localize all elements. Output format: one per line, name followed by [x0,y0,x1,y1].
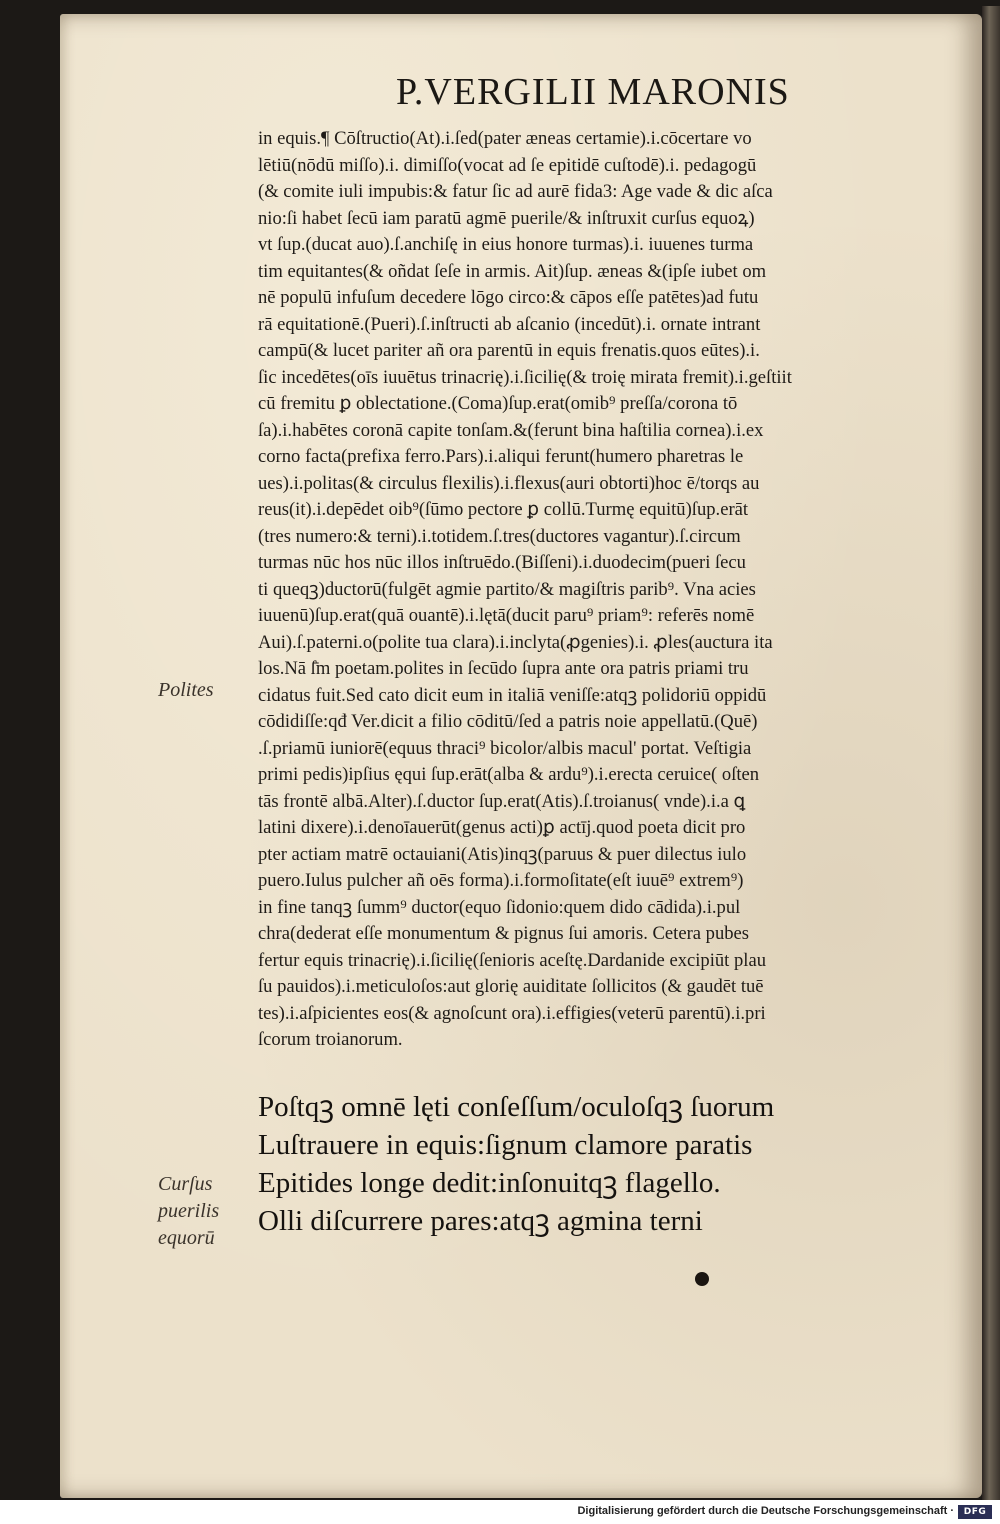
ink-dot [695,1272,709,1286]
commentary-line: ues).i.politas(& circulus flexilis).i.flexus(auri obtorti)hoc ē/torqs au [258,472,760,494]
commentary-line: vt ſup.(ducat auo).ſ.anchiſę in eius honore turmas).i. iuuenes turma [258,234,754,255]
verse-line: Luſtrauere in equis:ſignum clamore paratis [258,1129,753,1161]
commentary-line: corno facta(prefixa ferro.Pars).i.aliqui ferunt(humero pharetras le [258,446,744,467]
commentary-line: ſcorum troianorum. [258,1029,403,1050]
commentary-line: (tres numero:& terni).i.totidem.ſ.tres(ductores vagantur).ſ.circum [258,525,741,547]
commentary-line: rā equitationē.(Pueri).ſ.inſtructi ab aſcanio (incedūt).i. ornate intrant [258,313,761,335]
commentary-line: in fine tanqꝫ ſumm⁹ ductor(equo ſidonio:quem dido cādida).i.pul [258,896,741,918]
commentary-line: ſic incedētes(oīs iuuētus trinacrię).i.ſicilię(& troię mirata fremit).i.geſtiit [258,366,792,388]
commentary-line: ſa).i.habētes coronā capite tonſam.&(ferunt bina haſtilia cornea).i.ex [258,419,764,441]
commentary-line: primi pedis)ipſius ęqui ſup.erāt(alba & ardu⁹).i.erecta ceruice( oſten [258,764,760,785]
commentary-line: los.Nā ſ̄m poetam.polites in ſecūdo ſupra ante ora patris priami tru [258,658,749,679]
verse-block [258,1088,938,1240]
commentary-line: campū(& lucet pariter añ ora parentū in equis frenatis.quos eūtes).i. [258,340,760,361]
commentary-line: ſu pauidos).i.meticuloſos:aut glorię auiditate ſollicitos (& gaudēt tuē [258,976,764,997]
commentary-line: fertur equis trinacrię).i.ſicilię(ſenioris aceſtę.Dardanide excipiūt plau [258,949,767,971]
running-header: P.VERGILII MARONIS [396,71,790,113]
commentary-line: nio:ſi habet ſecū iam paratū agmē puerile/& inſtruxit curſus equoꝝ) [258,207,755,229]
commentary-line: chra(dederat eſſe monumentum & pignus ſui amoris. Cetera pubes [258,923,750,944]
dfg-logo: DFG [958,1505,992,1519]
footer-bar [0,1500,1000,1524]
commentary-line: iuuenū)ſup.erat(quā ouantē).i.lętā(ducit paru⁹ priam⁹: referēs nomē [258,605,755,626]
commentary-line: tās frontē albā.Alter).ſ.ductor ſup.erat(Atis).ſ.troianus( vnde).i.a ꝗ [258,790,746,812]
commentary-line: ti queqꝫ)ductorū(fulgēt agmie partito/& magiſtris parib⁹. Vna acies [258,578,756,600]
commentary-line: tes).i.aſpicientes eos(& agnoſcunt ora).i.effigies(veterū parentū).i.pri [258,1002,766,1024]
commentary-line: cū fremitu ꝑ oblectatione.(Coma)ſup.erat(omib⁹ preſſa/corona tō [258,393,738,414]
commentary-line: puero.Iulus pulcher añ oēs forma).i.formoſitate(eſt iuuē⁹ extrem⁹) [258,870,744,891]
commentary-line: turmas nūc hos nūc illos inſtruēdo.(Biſſeni).i.duodecim(pueri ſecu [258,552,746,573]
commentary-line: Aui).ſ.paterni.o(polite tua clara).i.inclyta(ꝓgenies).i. ꝓles(auctura ita [258,631,773,653]
marginal-note-cursus [158,1172,219,1253]
verse-line: Poſtqꝫ omnē lęti conſeſſum/oculoſqꝫ ſuorum [258,1091,775,1123]
commentary-line: tim equitantes(& oñdat ſeſe in armis. Ait)ſup. æneas &(ipſe iubet om [258,260,767,282]
verse-line: Olli diſcurrere pares:atqꝫ agmina terni [258,1205,703,1237]
commentary-line: reus(it).i.depēdet oib⁹(ſūmo pectore ꝑ collū.Turmę equitū)ſup.erāt [258,499,749,520]
commentary-line: cidatus fuit.Sed cato dicit eum in italiā veniſſe:atqꝫ polidoriū oppidū [258,684,767,706]
commentary-block [258,126,958,1054]
book-edge [982,6,1000,1500]
commentary-line: nē populū infuſum decedere lōgo circo:& cāpos eſſe patētes)ad futu [258,287,759,308]
funding-credit: Digitalisierung gefördert durch die Deutsche Forschungsgemeinschaft · [577,1505,954,1517]
commentary-line: pter actiam matrē octauiani(Atis)inqꝫ(paruus & puer dilectus iulo [258,843,747,865]
commentary-line: .ſ.priamū iuniorē(equus thraci⁹ bicolor/albis macul' portat. Veſtigia [258,737,752,759]
commentary-line: cōdidiſſe:qđ Ver.dicit a filio cōditū/ſed a patris noie appellatū.(Quē) [258,711,758,732]
marginal-line: Curſus [158,1173,213,1195]
commentary-line: latini dixere).i.denoīauerūt(genus acti)ꝑ actīj.quod poeta dicit pro [258,817,746,838]
commentary-line: lētiū(nōdū miſſo).i. dimiſſo(vocat ad ſe epitidē cuſtodē).i. pedagogū [258,154,757,176]
commentary-line: in equis.¶ Cōſtructio(At).i.ſed(pater æneas certamie).i.cōcertare vo [258,128,752,149]
marginal-line: equorū [158,1227,215,1249]
commentary-line: (& comite iuli impubis:& fatur ſic ad aurē fida3: Age vade & dic aſca [258,181,773,202]
verse-line: Epitides longe dedit:inſonuitqꝫ flagello. [258,1167,721,1199]
marginal-line: puerilis [158,1200,220,1222]
marginal-note-polites: Polites [158,679,214,701]
